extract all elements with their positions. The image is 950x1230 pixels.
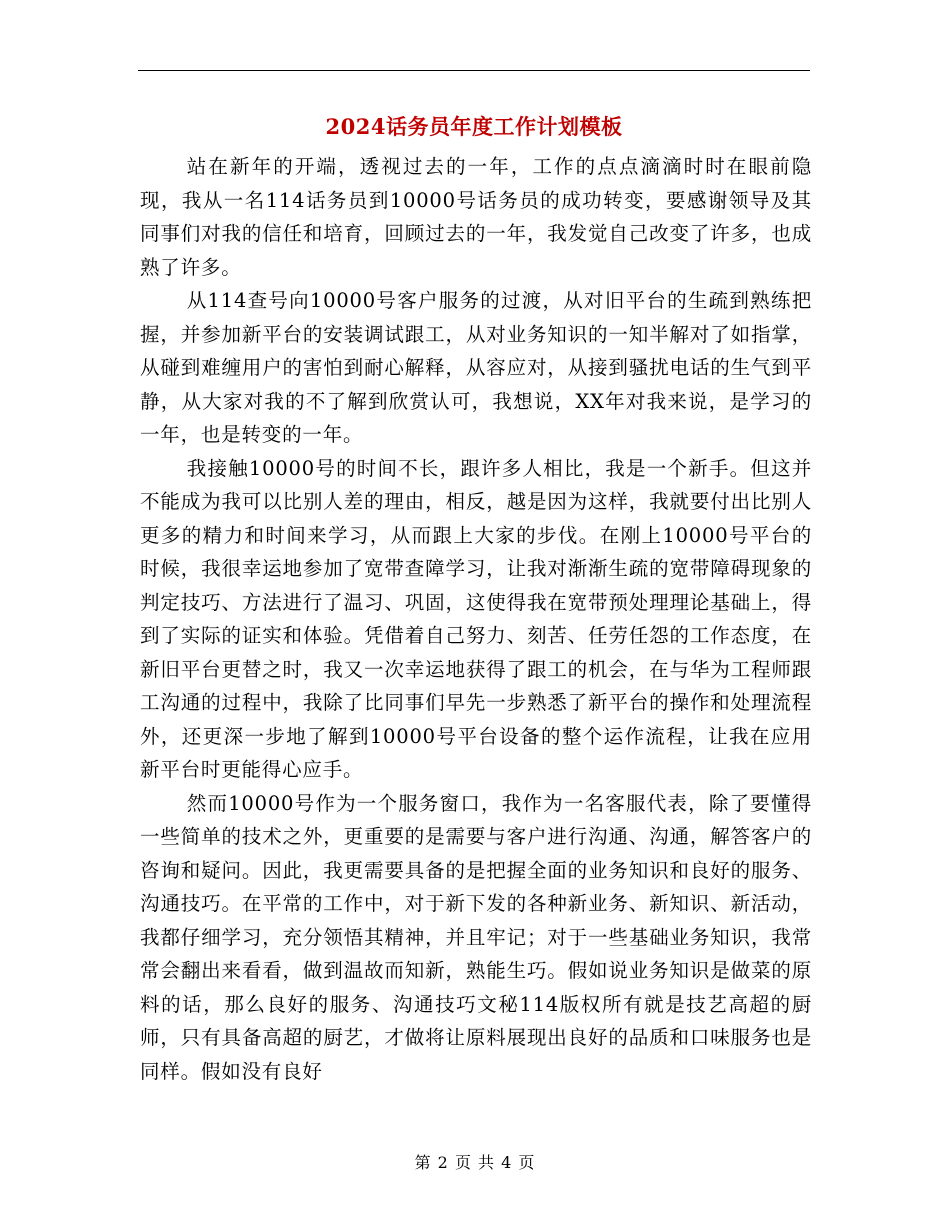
paragraph-3: 我接触10000号的时间不长，跟许多人相比，我是一个新手。但这并不能成为我可以比别人差的理由，相反，越是因为这样，我就要付出比别人更多的精力和时间来学习，从而跟上大家的步伐。在刚上10000号平台的时候，我很幸运地参加了宽带查障学习，让我对渐渐生疏的宽带障碍现象的判定技巧、方法进行了温习、巩固，这使得我在宽带预处理理论基础上，得到了实际的证实和体验。凭借着自己努力、刻苦、任劳任怨的工作态度，在新旧平台更替之时，我又一次幸运地获得了跟工的机会，在与华为工程师跟工沟通的过程中，我除了比同事们早先一步熟悉了新平台的操作和处理流程外，还更深一步地了解到10000号平台设备的整个运作流程，让我在应用新平台时更能得心应手。 [140,456,812,781]
document-body [140,150,812,1088]
page-number-label: 第 2 页 共 4 页 [414,1153,536,1172]
paragraph-2: 从114查号向10000号客户服务的过渡，从对旧平台的生疏到熟练把握，并参加新平台的安装调试跟工，从对业务知识的一知半解对了如指掌，从碰到难缠用户的害怕到耐心解释，从容应对，从接到骚扰电话的生气到平静，从大家对我的不了解到欣赏认可，我想说，XX年对我来说，是学习的一年，也是转变的一年。 [140,289,812,446]
header-rule [138,70,810,71]
paragraph-1: 站在新年的开端，透视过去的一年，工作的点点滴滴时时在眼前隐现，我从一名114话务员到10000号话务员的成功转变，要感谢领导及其同事们对我的信任和培育，回顾过去的一年，我发觉自己改变了许多，也成熟了许多。 [140,155,812,279]
document-title: 2024话务员年度工作计划模板 [325,114,623,139]
paragraph-4: 然而10000号作为一个服务窗口，我作为一名客服代表，除了要懂得一些简单的技术之外，更重要的是需要与客户进行沟通、沟通，解答客户的咨询和疑问。因此，我更需要具备的是把握全面的业务知识和良好的服务、沟通技巧。在平常的工作中，对于新下发的各种新业务、新知识、新活动，我都仔细学习，充分领悟其精神，并且牢记；对于一些基础业务知识，我常常会翻出来看看，做到温故而知新，熟能生巧。假如说业务知识是做菜的原料的话，那么良好的服务、沟通技巧文秘114版权所有就是技艺高超的厨师，只有具备高超的厨艺，才做将让原料展现出良好的品质和口味服务也是同样。假如没有良好 [140,791,812,1083]
page-footer [0,1152,950,1174]
